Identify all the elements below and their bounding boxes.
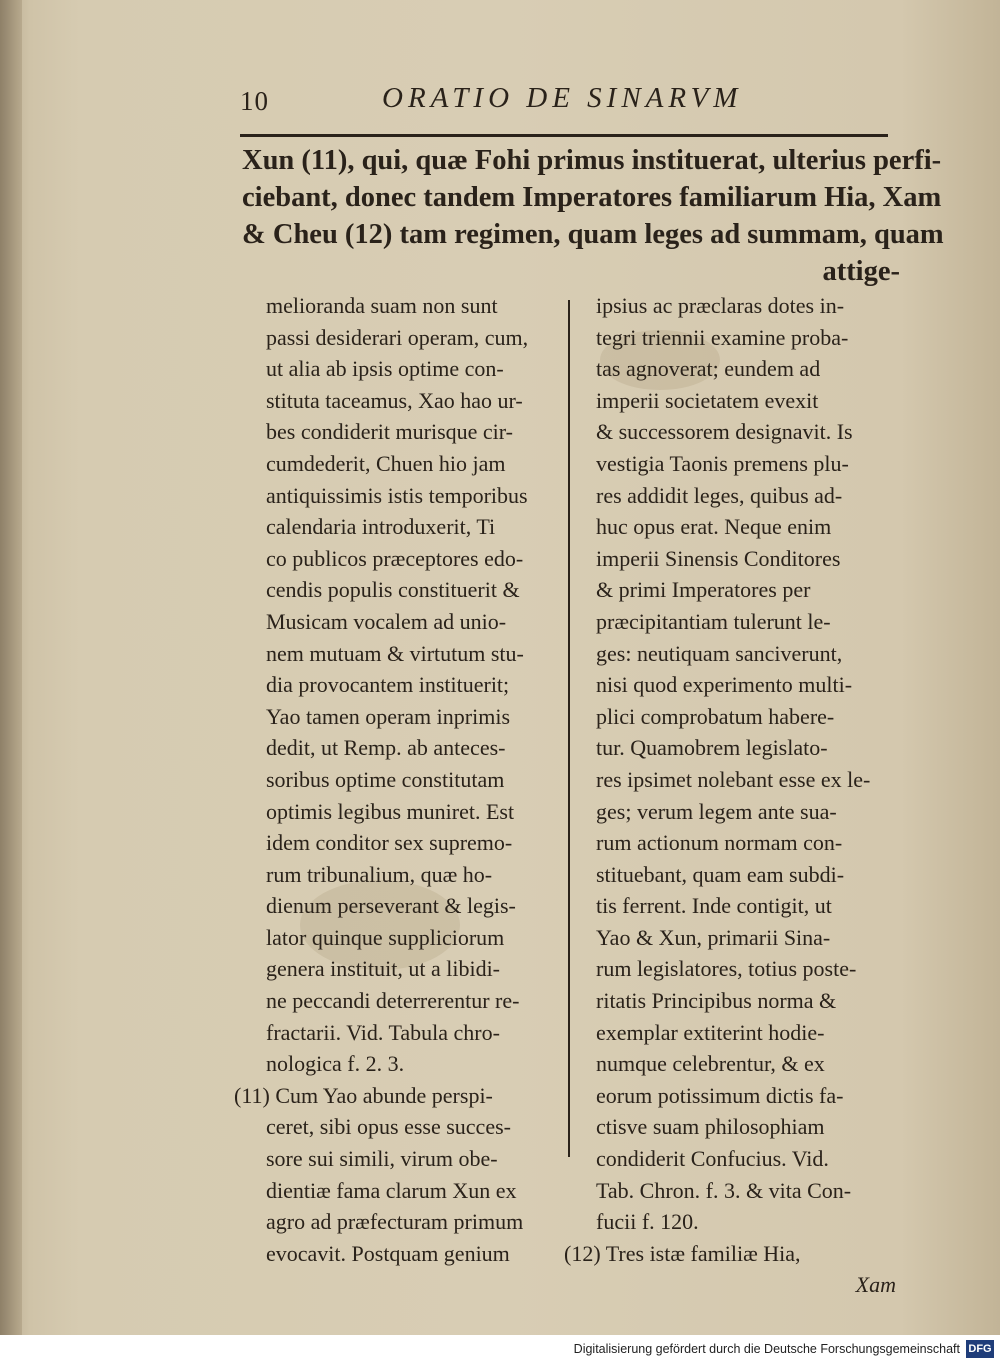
footnote-line: res ipsimet nolebant esse ex le-: [596, 766, 871, 792]
dfg-logo: DFG: [966, 1340, 994, 1358]
footnote-line: Xam: [855, 1272, 896, 1298]
footnote-line: Musicam vocalem ad unio-: [266, 608, 507, 634]
footnote-line: fucii f. 120.: [596, 1209, 699, 1235]
footnote-line: tur. Quamobrem legislato-: [596, 735, 828, 761]
running-head: ORATIO DE SINARVM: [382, 82, 743, 114]
footnote-line: res addidit leges, quibus ad-: [596, 482, 843, 508]
footnote-line: co publicos præceptores edo-: [266, 545, 524, 571]
footnote-line: imperii societatem evexit: [596, 387, 819, 413]
main-text-line: ciebant, donec tandem Imperatores familiarum Hia, Xam: [242, 182, 942, 213]
footnote-line: rum actionum normam con-: [596, 830, 843, 856]
footnote-line: tis ferrent. Inde contigit, ut: [596, 893, 832, 919]
main-text-line: & Cheu (12) tam regimen, quam leges ad summam, quam: [242, 219, 944, 250]
footnote-line: rum tribunalium, quæ ho-: [266, 861, 493, 887]
footnote-line: exemplar extiterint hodie-: [596, 1019, 825, 1045]
main-text-block: [242, 142, 944, 290]
footnote-line: antiquissimis istis temporibus: [266, 482, 528, 508]
book-gutter: [0, 0, 22, 1335]
footnote-line: & successorem designavit. Is: [596, 419, 853, 445]
footnote-line: Yao & Xun, primarii Sina-: [596, 924, 831, 950]
footnote-line: nisi quod experimento multi-: [596, 672, 853, 698]
footnote-line: cumdederit, Chuen hio jam: [266, 450, 506, 476]
footnote-line: Tab. Chron. f. 3. & vita Con-: [596, 1177, 852, 1203]
footnote-line: evocavit. Postquam genium: [266, 1240, 510, 1266]
footnote-line: cendis populis constituerit &: [266, 577, 520, 603]
footnote-line: dienum perseverant & legis-: [266, 893, 516, 919]
footnote-line: ceret, sibi opus esse succes-: [266, 1114, 511, 1140]
footnote-line: & primi Imperatores per: [596, 577, 811, 603]
footnote-line: sore sui simili, virum obe-: [266, 1146, 498, 1172]
footnote-line: bes condiderit murisque cir-: [266, 419, 513, 445]
footnote-line: ut alia ab ipsis optime con-: [266, 356, 504, 382]
footnote-line: lator quinque suppliciorum: [266, 924, 505, 950]
footnote-line: ctisve suam philosophiam: [596, 1114, 825, 1140]
footnote-line: nem mutuam & virtutum stu-: [266, 640, 524, 666]
footnote-line: plici comprobatum habere-: [596, 703, 835, 729]
footnote-line: huc opus erat. Neque enim: [596, 514, 832, 540]
footnote-line: Yao tamen operam inprimis: [266, 703, 511, 729]
footnote-line: dientiæ fama clarum Xun ex: [266, 1177, 517, 1203]
footnote-line: stituta taceamus, Xao hao ur-: [266, 387, 523, 413]
footnote-line: dia provocantem instituerit;: [266, 672, 510, 698]
footnote-line: tas agnoverat; eundem ad: [596, 356, 821, 382]
catchword: attige-: [822, 256, 900, 287]
footnote-line: ipsius ac præclaras dotes in-: [596, 293, 845, 318]
footnote-line: eorum potissimum dictis fa-: [596, 1082, 844, 1108]
footnote-line: (11) Cum Yao abunde perspi-: [234, 1082, 493, 1108]
footnote-line: idem conditor sex supremo-: [266, 830, 513, 856]
footnote-line: (12) Tres istæ familiæ Hia,: [564, 1240, 801, 1266]
footnote-line: fractarii. Vid. Tabula chro-: [266, 1019, 500, 1045]
footnote-line: tegri triennii examine proba-: [596, 324, 849, 350]
footnote-line: condiderit Confucius. Vid.: [596, 1146, 829, 1172]
footnote-line: vestigia Taonis premens plu-: [596, 450, 849, 476]
footnote-line: stituebant, quam eam subdi-: [596, 861, 845, 887]
column-rule: [568, 300, 570, 1157]
main-text-line: Xun (11), qui, quæ Fohi primus instituerat, ulterius perfi-: [242, 145, 942, 176]
footnote-line: ritatis Principibus norma &: [596, 988, 837, 1014]
footnote-line: dedit, ut Remp. ab anteces-: [266, 735, 506, 761]
footnote-line: nologica f. 2. 3.: [266, 1051, 405, 1077]
footnote-line: præcipitantiam tulerunt le-: [596, 608, 831, 634]
footnote-line: genera instituit, ut a libidi-: [266, 956, 501, 982]
footnote-line: soribus optime constitutam: [266, 766, 505, 792]
header-rule: [240, 134, 888, 137]
footnote-line: optimis legibus muniret. Est: [266, 798, 515, 824]
footnote-column-right: [564, 290, 906, 1301]
footnote-line: passi desiderari operam, cum,: [266, 324, 529, 350]
footnote-line: ne peccandi deterrerentur re-: [266, 988, 520, 1014]
footnote-column-left: [234, 290, 566, 1269]
footnote-line: rum legislatores, totius poste-: [596, 956, 857, 982]
footnote-line: ges: neutiquam sanciverunt,: [596, 640, 843, 666]
digitization-credit: Digitalisierung gefördert durch die Deutsche Forschungsgemeinschaft: [573, 1342, 960, 1356]
page-number: 10: [240, 86, 269, 116]
footnote-line: calendaria introduxerit, Ti: [266, 514, 496, 540]
footnote-line: agro ad præfecturam primum: [266, 1209, 524, 1235]
footnote-line: numque celebrentur, & ex: [596, 1051, 825, 1077]
footnote-line: ges; verum legem ante sua-: [596, 798, 837, 824]
footnote-line: melioranda suam non sunt: [266, 293, 498, 318]
footnote-line: imperii Sinensis Conditores: [596, 545, 841, 571]
